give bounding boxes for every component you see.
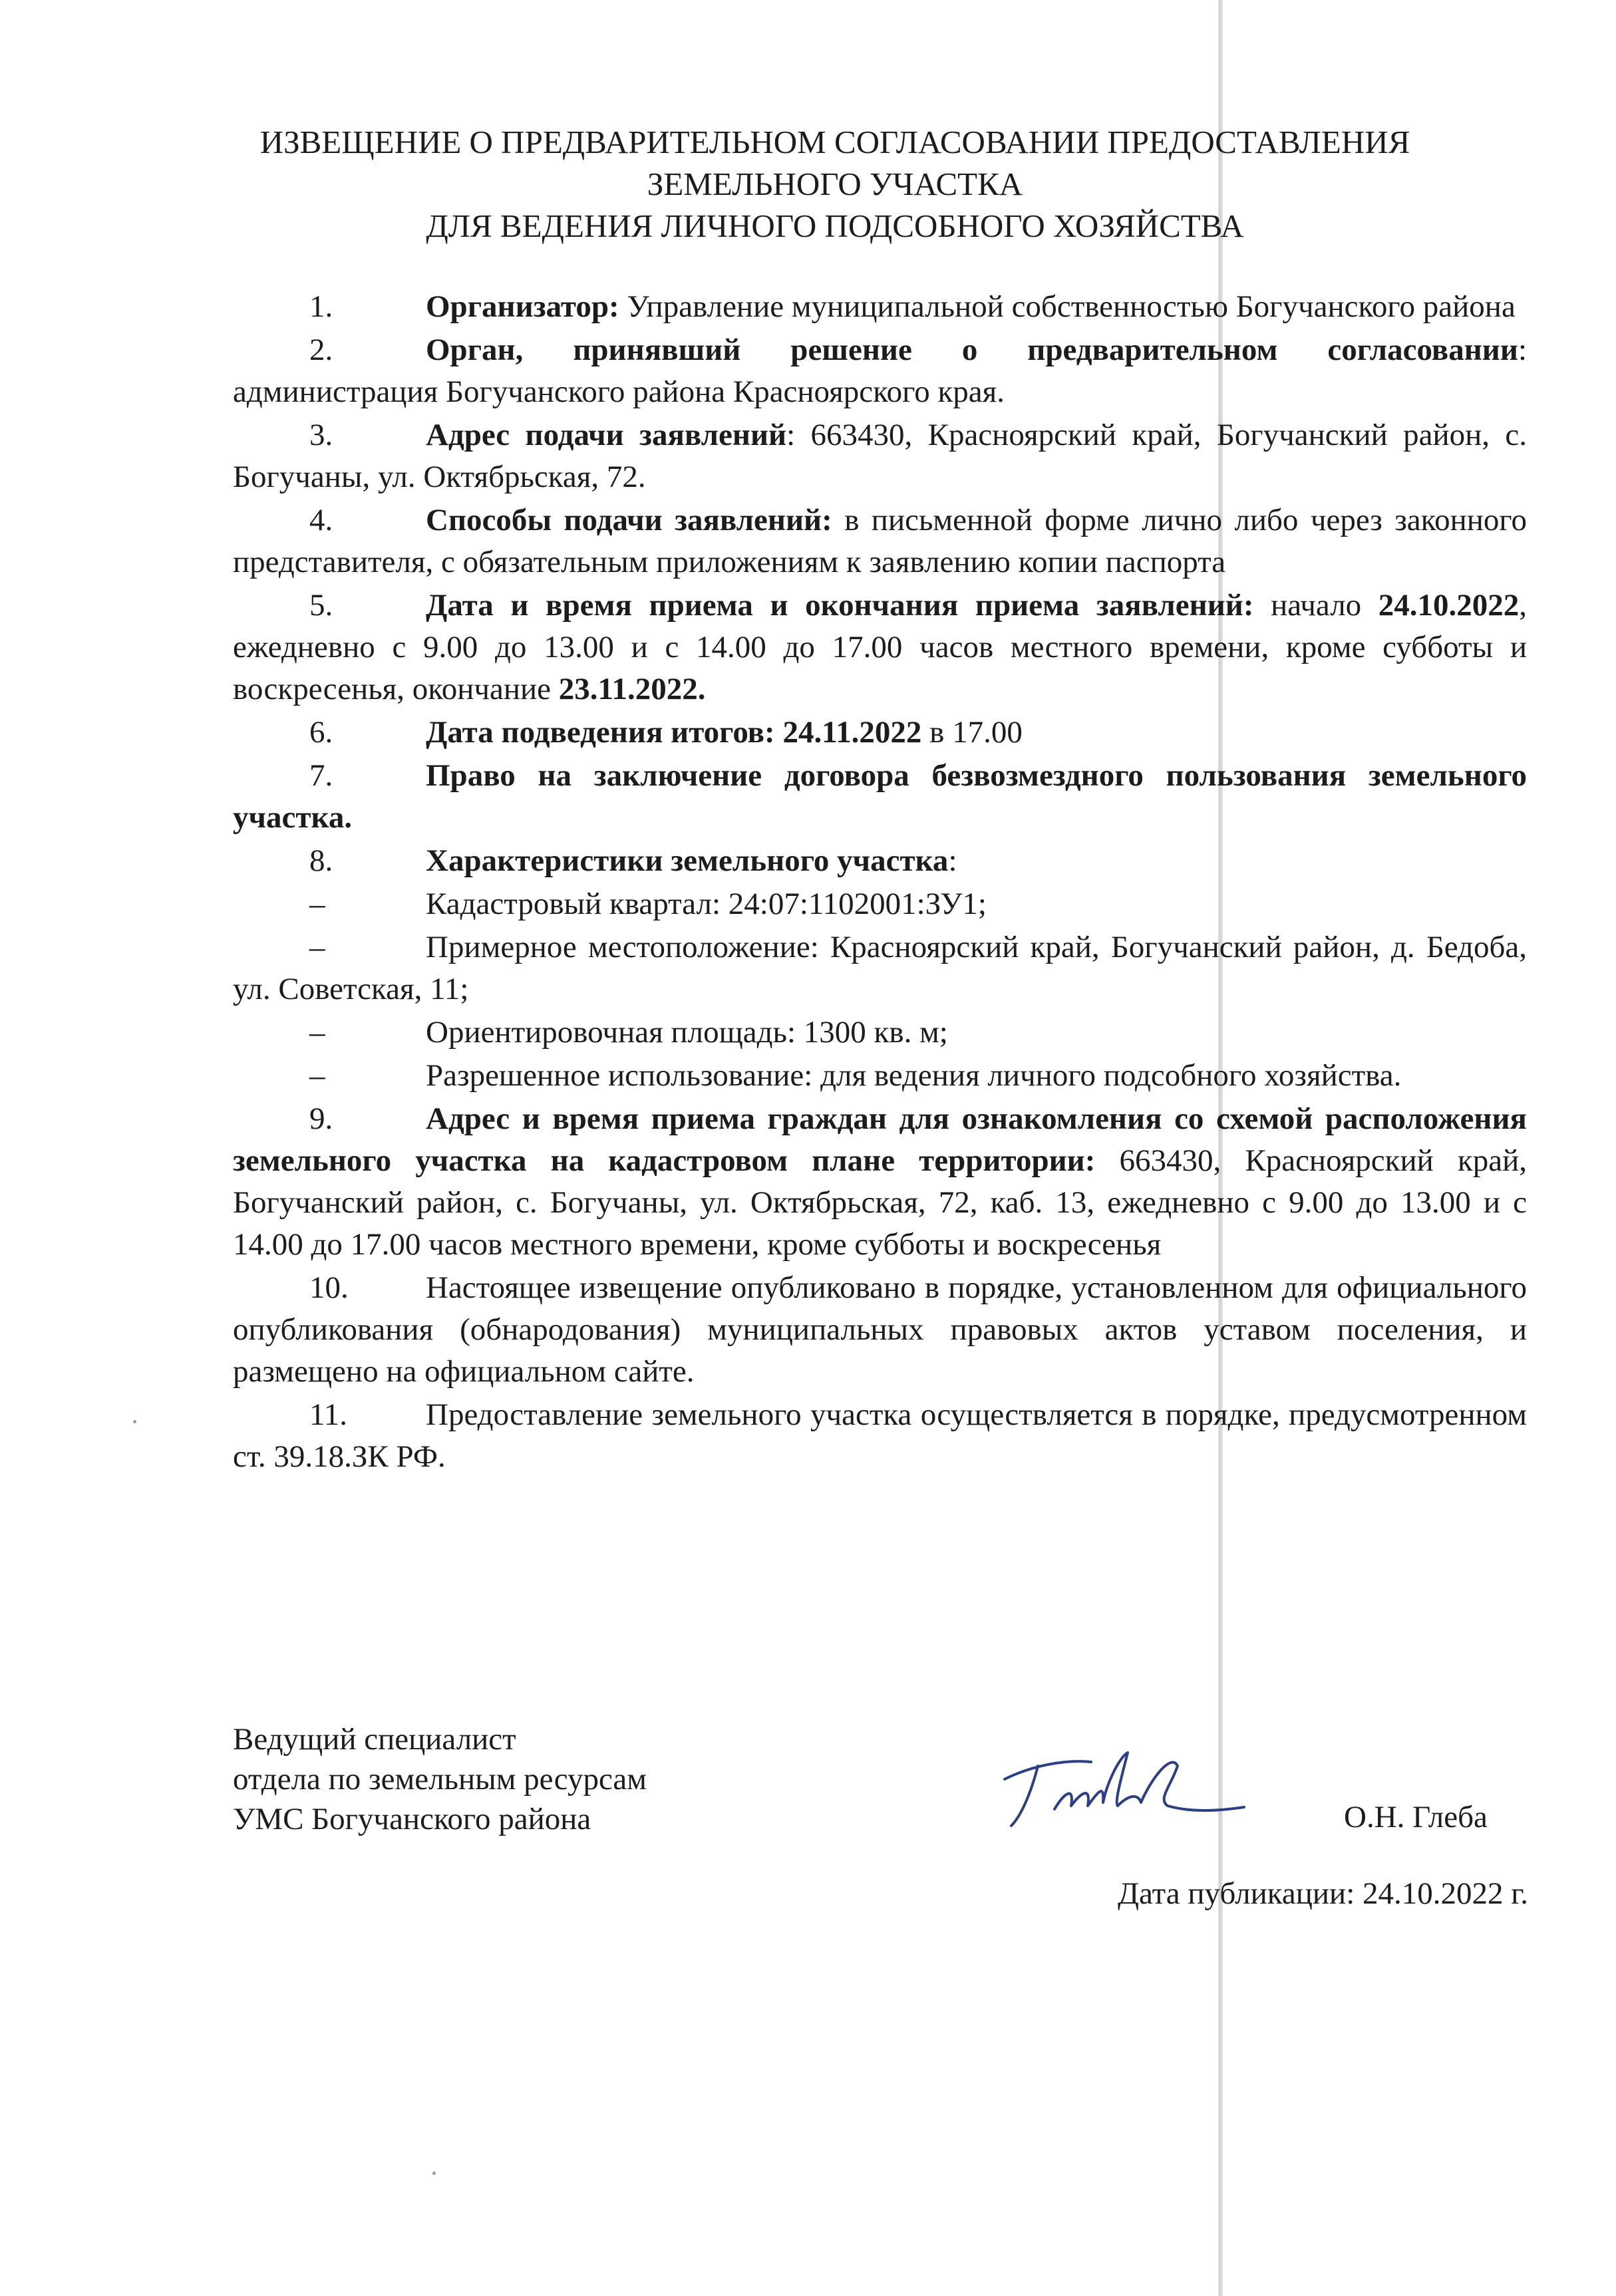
characteristic-cadastral: [233, 883, 1527, 925]
characteristic-usage: [233, 1055, 1527, 1097]
item-provision-order: [233, 1394, 1527, 1478]
item-application-methods: [233, 500, 1527, 583]
item-text: : 663430, Красноярский край, Богучанский район, с. Богучаны, ул. Октябрьская, 72.: [233, 418, 1528, 494]
position-line: отдела по земельным ресурсам: [233, 1762, 647, 1796]
item-text: в письменной форме лично либо через законного представителя, с обязательным приложениям к заявлению копии паспорта: [233, 503, 1528, 579]
item-contract-right: [233, 755, 1527, 839]
title-line-1: ИЗВЕЩЕНИЕ О ПРЕДВАРИТЕЛЬНОМ СОГЛАСОВАНИИ ПРЕДОСТАВЛЕНИЯ: [259, 124, 1410, 160]
item-number: 5.: [309, 588, 333, 623]
item-label: Способы подачи заявлений:: [426, 503, 832, 537]
position-line: УМС Богучанского района: [233, 1802, 591, 1836]
item-text: начало: [1253, 588, 1378, 623]
position-line: Ведущий специалист: [233, 1722, 516, 1757]
item-text: :: [948, 843, 957, 878]
item-label: Адрес подачи заявлений: [426, 418, 787, 452]
title-line-2: ЗЕМЕЛЬНОГО УЧАСТКА: [647, 166, 1023, 202]
item-number: 6.: [309, 715, 333, 750]
item-number: 1.: [309, 289, 333, 324]
title-line-3: ДЛЯ ВЕДЕНИЯ ЛИЧНОГО ПОДСОБНОГО ХОЗЯЙСТВА: [426, 208, 1244, 244]
item-application-dates: [233, 585, 1527, 710]
item-number: 8.: [309, 843, 333, 878]
item-text: , ежедневно с 9.00 до 13.00 и с 14.00 до 17.00 часов местного времени, кроме субботы и воскресенья, окончание: [233, 588, 1528, 706]
item-text: 663430, Красноярский край, Богучанский район, с. Богучаны, ул. Октябрьская, 72, каб. 13, ежедневно с 9.00 до 13.00 и с 14.00 до 17.00 часов местного времени, кроме субботы и воскресенья: [233, 1143, 1528, 1262]
item-label: Дата подведения итогов: 24.11.2022: [426, 715, 922, 750]
item-decision-body: [233, 329, 1527, 413]
list-dash: –: [309, 930, 325, 964]
item-label: Характеристики земельного участка: [426, 843, 949, 878]
item-number: 10.: [309, 1270, 349, 1305]
item-number: 11.: [309, 1397, 348, 1432]
item-text: Управление муниципальной собственностью Богучанского района: [619, 289, 1516, 324]
end-date: 23.11.2022.: [558, 672, 706, 706]
item-label: Адрес и время приема граждан для ознакомления со схемой расположения земельного участка на кадастровом плане территории:: [233, 1101, 1527, 1178]
item-organizer: [233, 286, 1527, 328]
characteristic-text: Разрешенное использование: для ведения личного подсобного хозяйства.: [426, 1058, 1402, 1093]
document-title: [200, 121, 1470, 247]
item-application-address: [233, 414, 1527, 498]
item-number: 2.: [309, 333, 333, 367]
list-dash: –: [309, 1058, 325, 1093]
publication-date: Дата публикации: 24.10.2022 г.: [1117, 1876, 1528, 1911]
scan-speck: [432, 2172, 436, 2175]
start-date: 24.10.2022: [1378, 588, 1520, 623]
list-dash: –: [309, 887, 325, 921]
notice-body: [233, 286, 1527, 1478]
item-number: 4.: [309, 503, 333, 537]
characteristic-area: [233, 1012, 1527, 1054]
characteristic-text: Ориентировочная площадь: 1300 кв. м;: [426, 1015, 948, 1050]
item-number: 7.: [309, 758, 333, 793]
handwritten-signature: [991, 1739, 1257, 1839]
item-results-date: [233, 712, 1527, 754]
item-label: Организатор:: [426, 289, 619, 324]
item-text: Настоящее извещение опубликовано в порядке, установленном для официального опубликования (обнародования) муниципальных правовых актов уставом поселения, и размещено на официальном сайте.: [233, 1270, 1527, 1389]
characteristic-location: [233, 927, 1527, 1010]
item-text: : администрация Богучанского района Красноярского края.: [233, 333, 1527, 409]
signatory-name: О.Н. Глеба: [1344, 1800, 1488, 1834]
item-review-address: [233, 1098, 1527, 1266]
item-label: Право на заключение договора безвозмездного пользования земельного участка.: [233, 758, 1527, 835]
item-number: 9.: [309, 1101, 333, 1136]
list-dash: –: [309, 1015, 325, 1050]
item-publication-order: [233, 1267, 1527, 1393]
characteristic-text: Кадастровый квартал: 24:07:1102001:ЗУ1;: [426, 887, 987, 921]
item-text: Предоставление земельного участка осуществляется в порядке, предусмотренном ст. 39.18.ЗК РФ.: [233, 1397, 1527, 1474]
characteristic-text: Примерное местоположение: Красноярский край, Богучанский район, д. Бедоба, ул. Советская, 11;: [233, 930, 1527, 1006]
scan-speck: [133, 1420, 136, 1423]
item-land-characteristics: [233, 840, 1527, 882]
signatory-position: [233, 1719, 647, 1839]
item-text: в 17.00: [921, 715, 1023, 750]
item-label: Дата и время приема и окончания приема заявлений:: [426, 588, 1254, 623]
item-number: 3.: [309, 418, 333, 452]
item-label: Орган, принявший решение о предварительном согласовании: [426, 333, 1518, 367]
